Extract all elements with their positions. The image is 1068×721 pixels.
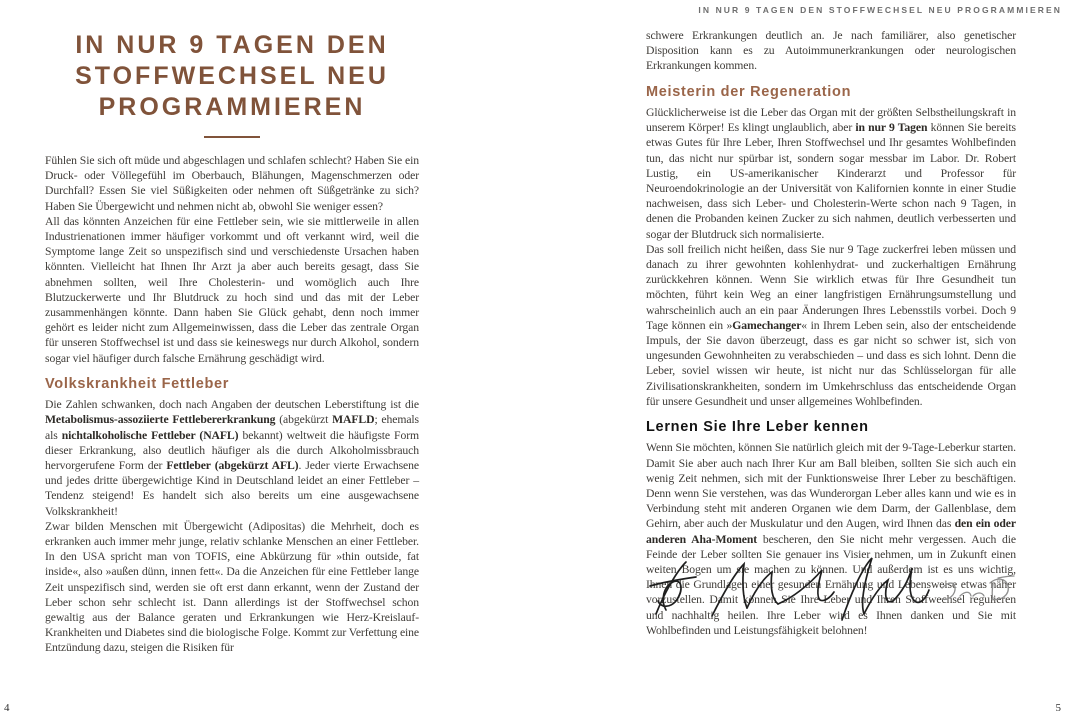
page-left [45,26,419,656]
page-number-left: 4 [4,702,10,714]
title-divider [204,136,260,138]
section-heading: Lernen Sie Ihre Leber kennen [646,419,869,436]
handwritten-signature-2 [712,564,834,616]
left-page-content [45,153,419,656]
paragraph: Wenn Sie möchten, können Sie natürlich gleich mit der 9-Tage-Leberkur starten. Damit Sie aber auch nach Ihrer Kur am Ball bleiben, sollten Sie sich auch ein wenig Zeit nehmen, sich mit der Funktionsweise Ihrer Leber zu beschäftigen. Denn wenn Sie verstehen, was das Wunderorgan Leber alles kann und wie es in Verbindung steht mit anderen Organen wie dem Darm, der Gallenblase, dem Gehirn, aber auch der Muskulatur und den Augen, wird Ihnen das den ein oder anderen Aha-Moment bescheren, den Sie nicht mehr vergessen. Auch die Feinde der Leber sollten Sie genauer ins Visier nehmen, um in Zukunft einen weiten Bogen um sie machen zu können. Und außerdem ist es uns wichtig, Ihnen die Grundlagen einer gesunden Ernährung und Lebensweise etwas näher vorzustellen. Damit können Sie Ihre Leber und Ihren Stoffwechsel regulieren und nachhaltig heilen. Ihre Leber wird es Ihnen danken und Sie mit Wohlbefinden und Leistungsfähigkeit belohnen! [646,441,1016,637]
paragraph: Fühlen Sie sich oft müde und abgeschlagen und schlafen schlecht? Haben Sie ein Druck- oder Völlegefühl im Oberbauch, Blähungen, Magenschmerzen oder Durchfall? Essen Sie viel Süßigkeiten oder nehmen oft Süßgetränke zu sich? Haben Sie Übergewicht und nehmen nicht ab, obwohl Sie weniger essen? [45,154,419,213]
right-page-content [646,28,1016,638]
paragraph: schwere Erkrankungen deutlich an. Je nach familiärer, also genetischer Disposition kann es zu Autoimmunerkrankungen oder neurologischen Erkrankungen kommen. [646,29,1016,73]
handwritten-signature-4 [942,576,1014,600]
page-number-right: 5 [1055,702,1061,714]
paragraph: All das könnten Anzeichen für eine Fettleber sein, wie sie mittlerweile in allen Industrienationen immer häufiger vorkommt und oft verkannt wird, weil die Symptome lange Zeit so unspezifisch sind und verschiedenste Ursachen haben könnten. Vielleicht hat Ihnen Ihr Arzt ja aber auch bereits gesagt, dass Sie abnehmen sollten, weil Ihre Cholesterin- und womöglich auch Ihre Blutzuckerwerte und Ihr Blutdruck zu hoch sind und das mit der Leber zusammenhängen könnte. Dann haben Sie Glück gehabt, denn noch immer gehört es leider nicht zum Allgemeinwissen, dass die Leber das zentrale Organ für unseren Stoffwechsel ist und dass sie keineswegs nur durch Alkohol, sondern sogar viel häufiger durch falsche Ernährung geschädigt wird. [45,214,419,365]
title-line: IN NUR 9 TAGEN DEN [75,31,389,59]
handwritten-signature-1 [650,562,696,614]
handwritten-signature-3 [842,558,929,620]
paragraph: Das soll freilich nicht heißen, dass Sie nur 9 Tage zuckerfrei leben müssen und danach zu ihrer gewohnten kohlenhydrat- und zuckerhaltigen Ernährung zurückkehren können. Wenn Sie wirklich etwas für Ihre Gesundheit tun möchten, führt kein Weg an einer langfristigen Ernährungsumstellung und wahrscheinlich auch an ein paar Änderungen Ihres Lebensstils vorbei. Doch 9 Tage können ein »Gamechanger« in Ihrem Leben sein, also der entscheidende Impuls, der Sie davon überzeugt, dass es gar nicht so schwer ist, sich von ungesunden Gewohnheiten zu verabschieden – und dass es sich lohnt. Denn die Leber, soviel wissen wir heute, ist nicht nur das Schlüsselorgan für alle Zivilisationskrankheiten, sondern im Umkehrschluss das entscheidende Organ für unsere Gesundheit und unser allgemeines Wohlbefinden. [646,242,1016,408]
title-line: STOFFWECHSEL NEU [75,62,389,90]
section-heading: Volkskrankheit Fettleber [45,375,230,392]
section-heading: Meisterin der Regeneration [646,83,852,100]
signatures [646,556,1016,622]
paragraph: Zwar bilden Menschen mit Übergewicht (Adipositas) die Mehrheit, doch es erkranken auch immer mehr junge, relativ schlanke Menschen an einer Fettleber. In den USA spricht man von TOFIS, eine Abkürzung für »thin outside, fat inside«, also »außen dünn, innen fett«. Da die Anzeichen für eine Fettleber lange Zeit unspezifisch sind, werden sie oft erst dann erkannt, wenn der Zustand der Leber schon sehr schlecht ist. Dann allerdings ist der Stoffwechsel schon gewaltig aus der Balance geraten und Erkrankungen wie Herz-Kreislauf-Krankheiten und Diabetes sind die biologische Folge. Kommt zur Verfettung eine Entzündung dazu, steigen die Risiken für [45,519,420,655]
paragraph: Die Zahlen schwanken, doch nach Angaben der deutschen Leberstiftung ist die Metabolismus-assoziierte Fettlebererkrankung (abgekürzt MAFLD; ehemals als nichtalkoholische Fettleber (NAFL) bekannt) weltweit die häufigste Form dieser Erkrankung, also deutlich häufiger als die durch Alkoholmissbrauch hervorgerufene Form der Fettleber (abgekürzt AFL). Jeder vierte Erwachsene und jedes dritte übergewichtige Kind in Deutschland leidet an einer Fettleber – Tendenz steigend! Es handelt sich also bereits um eine ausgewachsene Volkskrankheit! [45,398,420,518]
chapter-title [45,30,419,123]
page-right [646,28,1016,638]
paragraph: Glücklicherweise ist die Leber das Organ mit der größten Selbstheilungskraft in unserem Körper! Es klingt unglaublich, aber in nur 9 Tagen können Sie bereits etwas Gutes für Ihre Leber, Ihren Stoffwechsel und Ihr gesamtes Wohlbefinden tun, das nicht nur spürbar ist, sondern sogar messbar im Labor. Dr. Robert Lustig, ein US-amerikanischer Kinderarzt und Professor für Neuroendokrinologie an der Universität von Kalifornien konnte in einer Studie nachweisen, dass sich Leber- und Cholesterin-Werte schon nach 9 Tagen, in denen die Probanden keinen Zucker zu sich nahmen, deutlich verbesserten und sogar der Blutdruck sich normalisierte. [646,106,1016,241]
running-header: IN NUR 9 TAGEN DEN STOFFWECHSEL NEU PROGRAMMIEREN [698,5,1062,15]
title-line: PROGRAMMIEREN [98,93,366,121]
